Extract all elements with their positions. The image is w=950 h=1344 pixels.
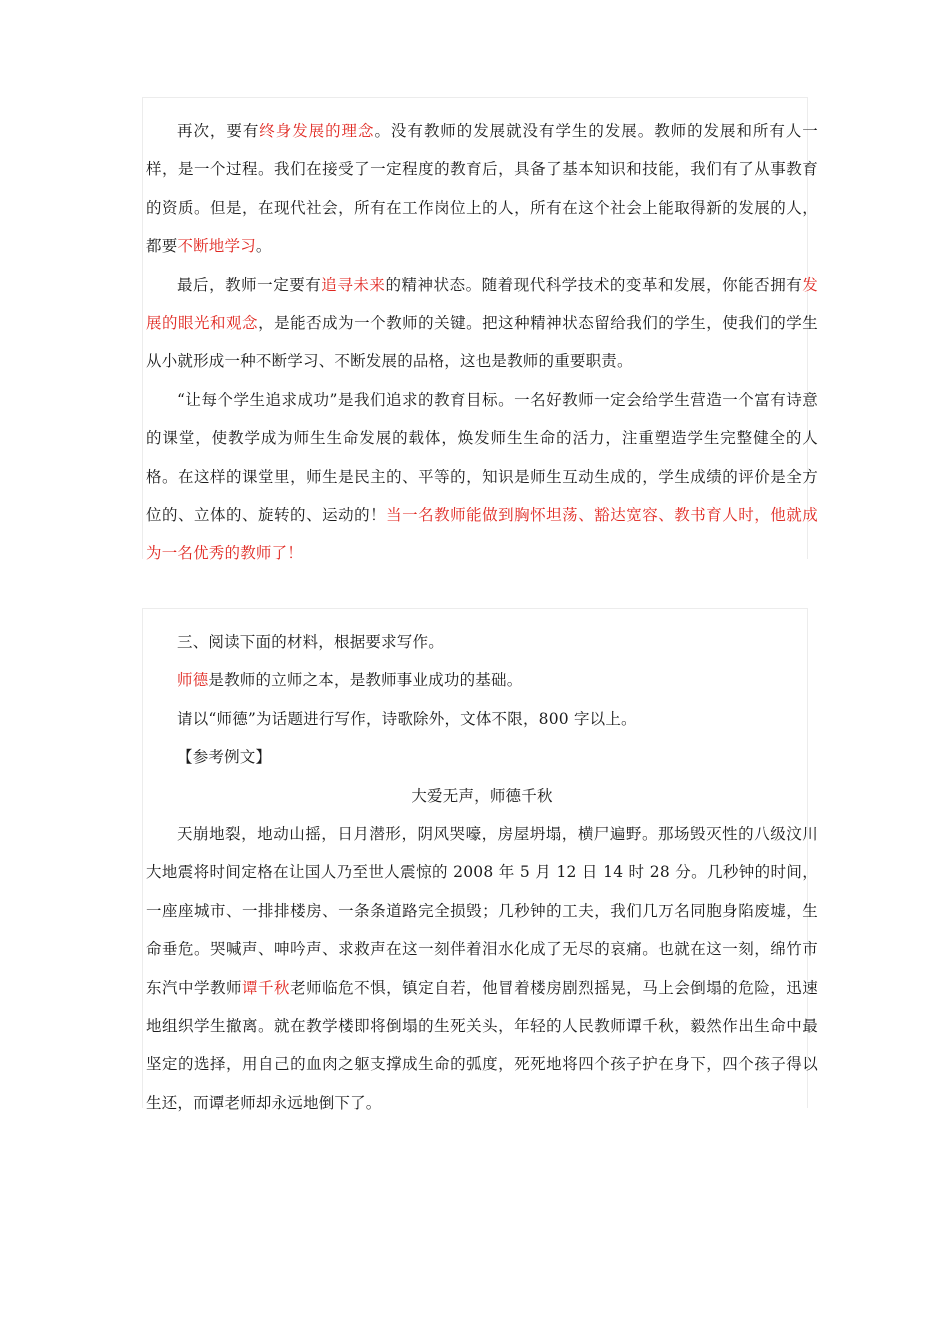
block-2-content — [146, 623, 818, 1122]
highlighted-text: 当一名教师能做到胸怀坦荡、豁达宽容、教书育人时，他就成为一名优秀的教师了！ — [146, 506, 818, 563]
text-run: 老师临危不惧，镇定自若，他冒着楼房剧烈摇晃，马上会倒塌的危险，迅速地组织学生撤离。就在教学楼即将倒塌的生死关头，年轻的人民教师谭千秋，毅然作出生命中最坚定的选择，用自己的血肉之躯支撑成生命的弧度，死死地将四个孩子护在身下，四个孩子得以生还，而谭老师却永远地倒下了。 — [146, 978, 818, 1112]
text-run: 再次，要有 — [177, 122, 260, 140]
highlighted-text: 不断地学习 — [177, 237, 256, 256]
text-run: 。没有教师的发展就没有学生的发展。教师的发展和所有人一样，是一个过程。我们在接受了一定程度的教育后，具备了基本知识和技能，我们有了从事教育的资质。但是，在现代社会，所有在工作岗位上的人，所有在这个社会上能取得新的发展的人，都要 — [146, 122, 818, 256]
essay-paragraph-1 — [146, 815, 818, 1122]
highlighted-text: 发展的眼光和观念 — [146, 275, 818, 333]
text-run: 的精神状态。随着现代科学技术的变革和发展，你能否拥有 — [385, 275, 803, 294]
text-block-1 — [142, 97, 818, 563]
highlighted-text: 终身发展的理念 — [259, 122, 375, 140]
text-run: 天崩地裂，地动山摇，日月潜形，阴风哭嚎，房屋坍塌，横尸遍野。那场毁灭性的八级汶川大地震将时间定格在让国人乃至世人震惊的 2008 年 5 月 12 日 14 时 28 分。几秒钟的时间，一座座城市、一排排楼房、一条条道路完全损毁；几秒钟的工夫，我们几万名同胞身陷废墟，生命垂危。哭喊声、呻吟声、求救声在这一刻伴着泪水化成了无尽的哀痛。也就在这一刻，绵竹市东汽中学教师 — [146, 825, 818, 997]
highlighted-text: 师德 — [177, 671, 209, 690]
paragraph-lifelong-development — [146, 112, 818, 266]
paragraph-education-goal — [146, 381, 818, 573]
highlighted-text: 追寻未来 — [321, 275, 386, 294]
writing-material — [146, 661, 818, 699]
reference-essay-label: 【参考例文】 — [177, 748, 272, 767]
text-run: 。 — [255, 237, 272, 256]
writing-requirement: 请以“师德”为话题进行写作，诗歌除外，文体不限，800 字以上。 — [177, 709, 637, 728]
text-run: 是教师的立师之本，是教师事业成功的基础。 — [208, 671, 523, 690]
paragraph-pursue-future — [146, 266, 818, 381]
text-block-2 — [142, 608, 818, 1112]
highlighted-text: 谭千秋 — [242, 978, 291, 997]
text-run: 最后，教师一定要有 — [177, 275, 322, 294]
text-run: “让每个学生追求成功”是我们追求的教育目标。一名好教师一定会给学生营造一个富有诗意的课堂，使教学成为师生生命发展的载体，焕发师生生命的活力，注重塑造学生完整健全的人格。在这样的课堂里，师生是民主的、平等的，知识是师生互动生成的，学生成绩的评价是全方位的、立体的、旋转的、运动的！ — [146, 390, 818, 525]
writing-task-heading: 三、阅读下面的材料，根据要求写作。 — [177, 633, 444, 651]
essay-title: 大爱无声，师德千秋 — [411, 786, 553, 805]
block-1-content — [146, 112, 818, 573]
text-run: ，是能否成为一个教师的关键。把这种精神状态留给我们的学生，使我们的学生从小就形成一种不断学习、不断发展的品格，这也是教师的重要职责。 — [146, 314, 818, 371]
